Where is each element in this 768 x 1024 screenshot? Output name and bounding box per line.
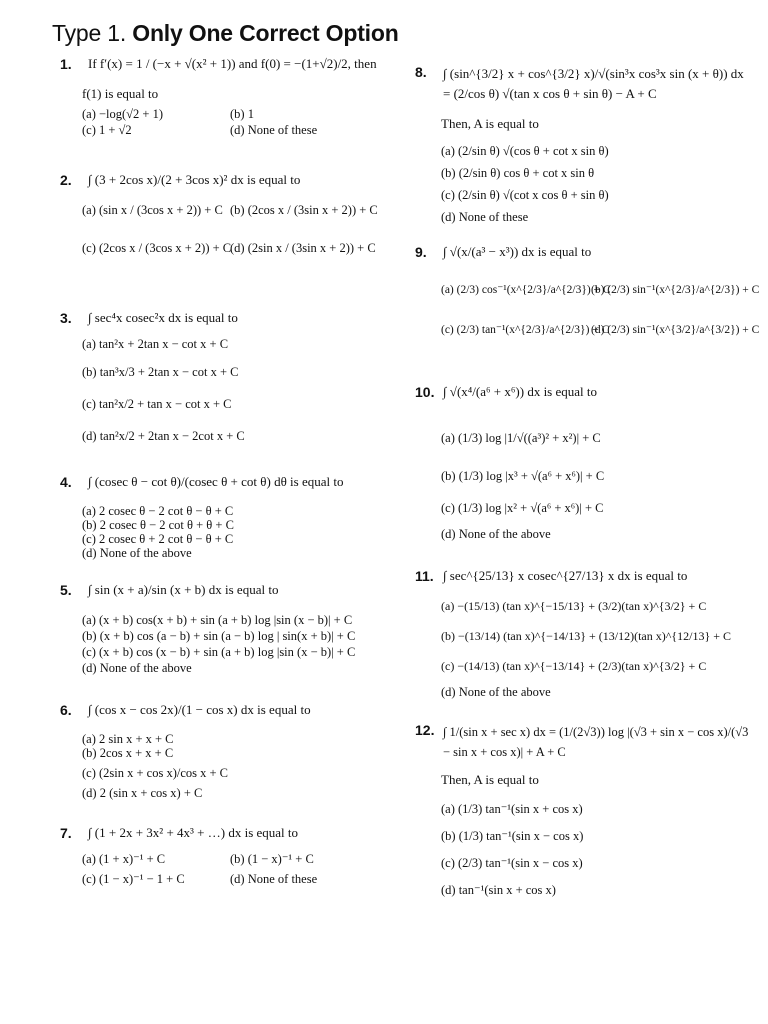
- option-c[interactable]: (c) (2sin x + cos x)/cos x + C: [82, 766, 229, 780]
- option-d[interactable]: (d) tan²x/2 + 2tan x − 2cot x + C: [82, 429, 245, 443]
- option-d[interactable]: (d) None of the above: [82, 661, 192, 675]
- option-d[interactable]: (d) None of the above: [441, 685, 551, 699]
- question-number: 11.: [415, 568, 434, 584]
- question-stem: Then, A is equal to: [441, 772, 539, 787]
- option-b[interactable]: (b) (1/3) log |x³ + √(a⁶ + x⁶)| + C: [441, 469, 605, 483]
- option-c[interactable]: (c) tan²x/2 + tan x − cot x + C: [82, 397, 232, 411]
- option-d[interactable]: (d) None of these: [441, 210, 529, 224]
- option-a[interactable]: (a) (2/sin θ) √(cos θ + cot x sin θ): [441, 144, 609, 158]
- heading-bold: Only One Correct Option: [132, 20, 399, 46]
- question-8: [415, 64, 755, 228]
- option-c[interactable]: (c) (1/3) log |x² + √(a⁶ + x⁶)| + C: [441, 501, 604, 515]
- option-c[interactable]: (c) (2/3) tan⁻¹(sin x − cos x): [441, 856, 583, 870]
- question-text: ∫ (cos x − cos 2x)/(1 − cos x) dx is equal to: [88, 702, 311, 717]
- heading-prefix: Type 1.: [52, 20, 127, 46]
- question-12: [415, 722, 755, 904]
- option-b[interactable]: (b) (1/3) tan⁻¹(sin x − cos x): [441, 829, 584, 843]
- question-number: 5.: [60, 582, 72, 598]
- question-text: ∫ 1/(sin x + sec x) dx = (1/(2√3)) log |(√3 + sin x − cos x)/(√3 − sin x + cos x)| + A + C: [443, 725, 749, 759]
- question-2: [60, 172, 405, 256]
- option-d[interactable]: (d) 2 (sin x + cos x) + C: [82, 786, 203, 800]
- question-text: ∫ (1 + 2x + 3x² + 4x³ + …) dx is equal to: [88, 825, 299, 840]
- option-c[interactable]: (c) 1 + √2: [82, 123, 132, 137]
- question-number: 12.: [415, 722, 435, 738]
- question-text: ∫ sin (x + a)/sin (x + b) dx is equal to: [88, 582, 279, 597]
- question-number: 6.: [60, 702, 72, 718]
- question-7: [60, 825, 405, 887]
- option-a[interactable]: (a) (x + b) cos(x + b) + sin (a + b) log |sin (x − b)| + C: [82, 613, 353, 627]
- option-c[interactable]: (c) (2/3) tan⁻¹(x^{2/3}/a^{2/3}) + C: [441, 324, 610, 336]
- option-d[interactable]: (d) None of these: [230, 872, 318, 886]
- question-4: [60, 474, 405, 560]
- option-d[interactable]: (d) None of the above: [82, 546, 192, 560]
- question-text: If f′(x) = 1 / (−x + √(x² + 1)) and f(0) = −(1+√2)/2, then: [88, 56, 377, 71]
- question-1: [60, 56, 405, 138]
- option-a[interactable]: (a) (1/3) tan⁻¹(sin x + cos x): [441, 802, 583, 816]
- question-number: 3.: [60, 310, 72, 326]
- option-b[interactable]: (b) 2 cosec θ − 2 cot θ + θ + C: [82, 518, 234, 532]
- option-b[interactable]: (b) tan³x/3 + 2tan x − cot x + C: [82, 365, 239, 379]
- option-c[interactable]: (c) (x + b) cos (x − b) + sin (a + b) log |sin (x − b)| + C: [82, 645, 356, 659]
- option-a[interactable]: (a) (2/3) cos⁻¹(x^{2/3}/a^{2/3}) + C: [441, 284, 611, 296]
- option-b[interactable]: (b) −(13/14) (tan x)^{−14/13} + (13/12)(tan x)^{12/13} + C: [441, 629, 731, 643]
- option-d[interactable]: (d) None of the above: [441, 527, 551, 541]
- question-stem: Then, A is equal to: [441, 116, 539, 131]
- question-text: ∫ (cosec θ − cot θ)/(cosec θ + cot θ) dθ is equal to: [88, 474, 344, 489]
- option-d[interactable]: (d) None of these: [230, 123, 318, 137]
- option-a[interactable]: (a) −log(√2 + 1): [82, 107, 164, 121]
- option-a[interactable]: (a) (1 + x)⁻¹ + C: [82, 852, 166, 866]
- page-title: [52, 20, 399, 47]
- option-a[interactable]: (a) −(15/13) (tan x)^{−15/13} + (3/2)(tan x)^{3/2} + C: [441, 599, 707, 613]
- option-d[interactable]: (d) (2/3) sin⁻¹(x^{3/2}/a^{3/2}) + C: [591, 324, 760, 336]
- question-number: 9.: [415, 244, 427, 260]
- option-c[interactable]: (c) (1 − x)⁻¹ − 1 + C: [82, 872, 185, 886]
- option-b[interactable]: (b) (2/3) sin⁻¹(x^{2/3}/a^{2/3}) + C: [591, 284, 760, 296]
- option-d[interactable]: (d) (2sin x / (3sin x + 2)) + C: [230, 241, 376, 255]
- option-a[interactable]: (a) tan²x + 2tan x − cot x + C: [82, 337, 229, 351]
- question-10: [415, 384, 755, 542]
- question-text: ∫ (sin^{3/2} x + cos^{3/2} x)/√(sin³x cos³x sin (x + θ)) dx = (2/cos θ) √(tan x cos θ + sin θ) − A + C: [443, 66, 744, 101]
- option-a[interactable]: (a) (1/3) log |1/√((a³)² + x²)| + C: [441, 431, 601, 445]
- option-b[interactable]: (b) 2cos x + x + C: [82, 746, 174, 760]
- question-text: ∫ (3 + 2cos x)/(2 + 3cos x)² dx is equal to: [88, 172, 301, 187]
- question-3: [60, 310, 405, 444]
- option-b[interactable]: (b) (2cos x / (3sin x + 2)) + C: [230, 203, 378, 217]
- question-number: 10.: [415, 384, 435, 400]
- question-number: 4.: [60, 474, 72, 490]
- question-9: [415, 244, 760, 338]
- option-d[interactable]: (d) tan⁻¹(sin x + cos x): [441, 883, 556, 897]
- option-a[interactable]: (a) 2 sin x + x + C: [82, 732, 174, 746]
- option-b[interactable]: (b) (1 − x)⁻¹ + C: [230, 852, 314, 866]
- option-a[interactable]: (a) (sin x / (3cos x + 2)) + C: [82, 203, 223, 217]
- question-number: 1.: [60, 56, 72, 72]
- question-text: ∫ sec^{25/13} x cosec^{27/13} x dx is equal to: [443, 568, 688, 583]
- question-number: 2.: [60, 172, 72, 188]
- question-6: [60, 702, 405, 800]
- option-c[interactable]: (c) (2/sin θ) √(cot x cos θ + sin θ): [441, 188, 609, 202]
- question-text: ∫ √(x⁴/(a⁶ + x⁶)) dx is equal to: [443, 384, 598, 399]
- question-11: [415, 568, 755, 700]
- option-c[interactable]: (c) (2cos x / (3cos x + 2)) + C: [82, 241, 232, 255]
- question-stem: f(1) is equal to: [82, 86, 159, 101]
- question-number: 8.: [415, 64, 427, 80]
- option-c[interactable]: (c) −(14/13) (tan x)^{−13/14} + (2/3)(tan x)^{3/2} + C: [441, 659, 707, 673]
- question-number: 7.: [60, 825, 72, 841]
- option-c[interactable]: (c) 2 cosec θ + 2 cot θ − θ + C: [82, 532, 234, 546]
- option-a[interactable]: (a) 2 cosec θ − 2 cot θ − θ + C: [82, 504, 234, 518]
- question-text: ∫ sec⁴x cosec²x dx is equal to: [88, 310, 238, 325]
- option-b[interactable]: (b) (2/sin θ) cos θ + cot x sin θ: [441, 166, 595, 180]
- question-text: ∫ √(x/(a³ − x³)) dx is equal to: [443, 244, 592, 259]
- question-5: [60, 582, 405, 676]
- option-b[interactable]: (b) (x + b) cos (a − b) + sin (a − b) log | sin(x + b)| + C: [82, 629, 356, 643]
- option-b[interactable]: (b) 1: [230, 107, 254, 121]
